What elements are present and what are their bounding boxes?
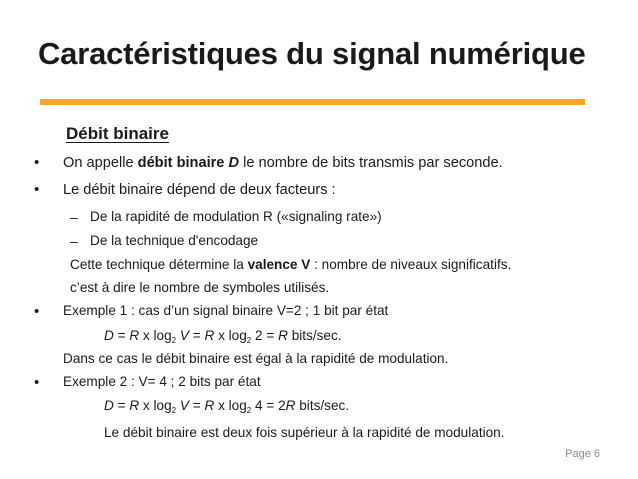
text: Cette technique détermine la — [70, 257, 248, 272]
formula-var: R — [129, 328, 140, 343]
formula-subscript: 2 — [171, 336, 177, 345]
section-title: Débit binaire — [66, 124, 169, 143]
formula-example-1 — [104, 327, 342, 350]
formula-var: V — [179, 398, 189, 413]
formula-var: D — [104, 328, 114, 343]
bullet-marker: • — [34, 374, 40, 391]
paragraph-example-1-conclusion: Dans ce cas le débit binaire est égal à la rapidité de modulation. — [63, 351, 449, 366]
formula-var: V — [179, 328, 189, 343]
variable-d: D — [228, 155, 240, 171]
formula-text: = — [188, 328, 205, 343]
formula-var: R — [204, 328, 215, 343]
formula-text: bits/sec. — [295, 398, 350, 413]
text: le nombre de bits transmis par seconde. — [239, 155, 503, 171]
dash-item-modulation-rate: De la rapidité de modulation R («signaling rate») — [90, 209, 382, 224]
formula-example-2 — [104, 397, 349, 420]
bullet-two-factors: Le débit binaire dépend de deux facteurs : — [63, 182, 336, 198]
formula-text: x log — [214, 328, 247, 343]
text: On appelle — [63, 155, 138, 171]
bullet-marker: • — [34, 181, 40, 198]
paragraph-valence — [70, 256, 511, 274]
formula-subscript: 2 — [246, 406, 252, 415]
term-valence: valence V — [247, 257, 311, 272]
formula-text: 4 = 2 — [251, 398, 286, 413]
formula-text: 2 = — [251, 328, 279, 343]
formula-text: bits/sec. — [287, 328, 342, 343]
bullet-example-2: Exemple 2 : V= 4 ; 2 bits par état — [63, 374, 261, 389]
formula-var: D — [104, 398, 114, 413]
formula-var: R — [285, 398, 296, 413]
formula-var: R — [278, 328, 288, 343]
formula-text: x log — [214, 398, 247, 413]
title-underline-rule — [40, 99, 585, 105]
term-debit-binaire: débit binaire — [137, 155, 229, 171]
dash-marker: – — [70, 209, 78, 225]
dash-marker: – — [70, 233, 78, 249]
formula-text: x log — [139, 398, 172, 413]
formula-var: R — [129, 398, 140, 413]
formula-text: x log — [139, 328, 172, 343]
bullet-marker: • — [34, 154, 40, 171]
formula-subscript: 2 — [171, 406, 177, 415]
formula-text: = — [188, 398, 205, 413]
paragraph-example-2-conclusion: Le débit binaire est deux fois supérieur à la rapidité de modulation. — [104, 425, 505, 440]
formula-var: R — [204, 398, 215, 413]
dash-item-encoding: De la technique d'encodage — [90, 233, 259, 248]
formula-text: = — [113, 398, 130, 413]
text: : nombre de niveaux significatifs. — [310, 257, 512, 272]
formula-subscript: 2 — [246, 336, 252, 345]
paragraph-symbols: c’est à dire le nombre de symboles utilisés. — [70, 280, 330, 295]
formula-text: = — [113, 328, 130, 343]
bullet-debit-definition — [63, 154, 503, 172]
bullet-marker: • — [34, 303, 40, 320]
bullet-example-1: Exemple 1 : cas d’un signal binaire V=2 ; 1 bit par état — [63, 303, 389, 318]
slide-title: Caractéristiques du signal numérique — [38, 36, 586, 71]
page-number: Page 6 — [565, 448, 600, 460]
